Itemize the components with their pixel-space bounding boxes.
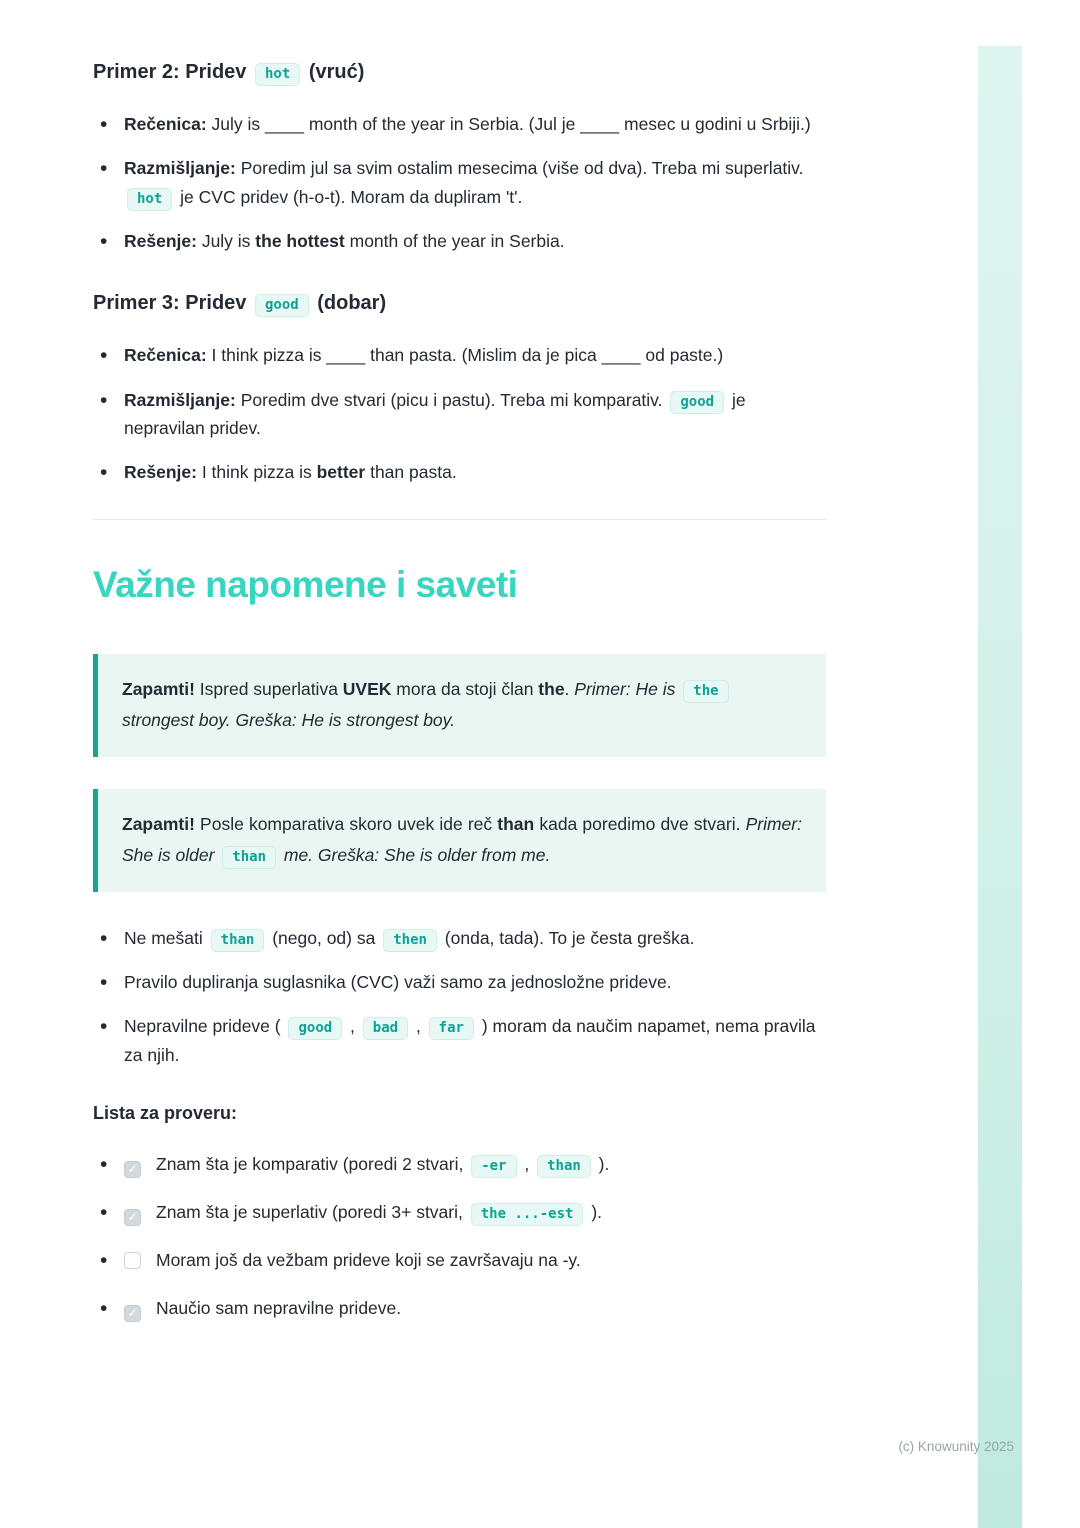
decorative-side-strip bbox=[978, 46, 1022, 1528]
bullet-item: • Nepravilne prideve ( good , bad , far ) moram da naučim napamet, nema pravila za njih. bbox=[93, 1012, 826, 1069]
inline-code-chip: good bbox=[670, 391, 724, 414]
inline-code-chip: good bbox=[288, 1017, 342, 1040]
bullet-item: • Razmišljanje: Poredim jul sa svim ostalim mesecima (više od dva). Treba mi superlativ. hot je CVC pridev (h-o-t). Moram da dupliram 't'. bbox=[93, 154, 826, 211]
checkbox[interactable] bbox=[124, 1209, 141, 1226]
inline-code-chip: than bbox=[211, 929, 265, 952]
checkbox[interactable] bbox=[124, 1161, 141, 1178]
bullet-item: • Rečenica: I think pizza is ____ than pasta. (Mislim da je pica ____ od paste.) bbox=[93, 341, 826, 369]
bullet-item: • Razmišljanje: Poredim dve stvari (picu i pastu). Treba mi komparativ. good je nepravilan pridev. bbox=[93, 386, 826, 443]
checkbox[interactable] bbox=[124, 1305, 141, 1322]
checkmark-icon: • ✓ bbox=[127, 1210, 138, 1225]
checklist-item bbox=[93, 1150, 826, 1178]
bullet-item: • Ne mešati than (nego, od) sa then (onda, tada). To je česta greška. bbox=[93, 924, 826, 952]
callout-note-comparative bbox=[93, 789, 826, 892]
section-divider bbox=[93, 519, 826, 520]
tips-bullet-list bbox=[93, 924, 826, 1069]
checkmark-icon: • ✓ bbox=[127, 1306, 138, 1321]
callout-text: Zapamti! Posle komparativa skoro uvek ide reč than kada poredimo dve stvari. Primer: She is older than me. Greška: She is older from me. bbox=[122, 809, 802, 872]
inline-code-chip: hot bbox=[255, 63, 300, 86]
checklist-heading: Lista za proveru: bbox=[93, 1103, 238, 1124]
copyright-footer: (c) Knowunity 2025 bbox=[898, 1439, 1014, 1454]
inline-code-chip: bad bbox=[363, 1017, 408, 1040]
callout-note-superlative bbox=[93, 654, 826, 757]
checklist-item-label: Moram još da vežbam prideve koji se završavaju na -y. bbox=[156, 1250, 581, 1271]
checklist-item bbox=[93, 1294, 826, 1322]
checklist-item-label: Znam šta je superlativ (poredi 3+ stvari, the ...-est ). bbox=[156, 1202, 602, 1222]
inline-code-chip: than bbox=[222, 846, 276, 869]
inline-code-chip: then bbox=[383, 929, 437, 952]
section-title: Važne napomene i saveti bbox=[93, 563, 518, 605]
checklist-item bbox=[93, 1198, 826, 1226]
inline-code-chip: good bbox=[255, 294, 309, 317]
primer2-bullet-list bbox=[93, 110, 826, 255]
inline-code-chip: far bbox=[429, 1017, 474, 1040]
example-heading-primer3: Primer 3: Pridev good (dobar) bbox=[93, 289, 826, 317]
bullet-item: • Rešenje: I think pizza is better than pasta. bbox=[93, 458, 826, 486]
bullet-item: • Rečenica: July is ____ month of the year in Serbia. (Jul je ____ mesec u godini u Srbiji.) bbox=[93, 110, 826, 138]
checkmark-icon: • ✓ bbox=[127, 1162, 138, 1177]
checklist-item-label: Naučio sam nepravilne prideve. bbox=[156, 1298, 402, 1319]
bullet-item: • Rešenje: July is the hottest month of the year in Serbia. bbox=[93, 227, 826, 255]
bullet-item: • Pravilo dupliranja suglasnika (CVC) važi samo za jednosložne prideve. bbox=[93, 968, 826, 996]
example-heading-primer2: Primer 2: Pridev hot (vruć) bbox=[93, 58, 826, 86]
checklist-item bbox=[93, 1246, 826, 1274]
inline-code-chip: hot bbox=[127, 188, 172, 211]
inline-code-chip: -er bbox=[471, 1155, 516, 1178]
checklist bbox=[93, 1150, 826, 1322]
primer3-bullet-list bbox=[93, 341, 826, 486]
checkbox[interactable] bbox=[124, 1252, 141, 1269]
checklist-item-label: Znam šta je komparativ (poredi 2 stvari, -er , than ). bbox=[156, 1154, 609, 1174]
inline-code-chip: than bbox=[537, 1155, 591, 1178]
inline-code-chip: the bbox=[683, 680, 728, 703]
inline-code-chip: the ...-est bbox=[471, 1203, 584, 1226]
callout-text: Zapamti! Ispred superlativa UVEK mora da stoji član the. Primer: He is the strongest boy. Greška: He is strongest boy. bbox=[122, 674, 802, 737]
